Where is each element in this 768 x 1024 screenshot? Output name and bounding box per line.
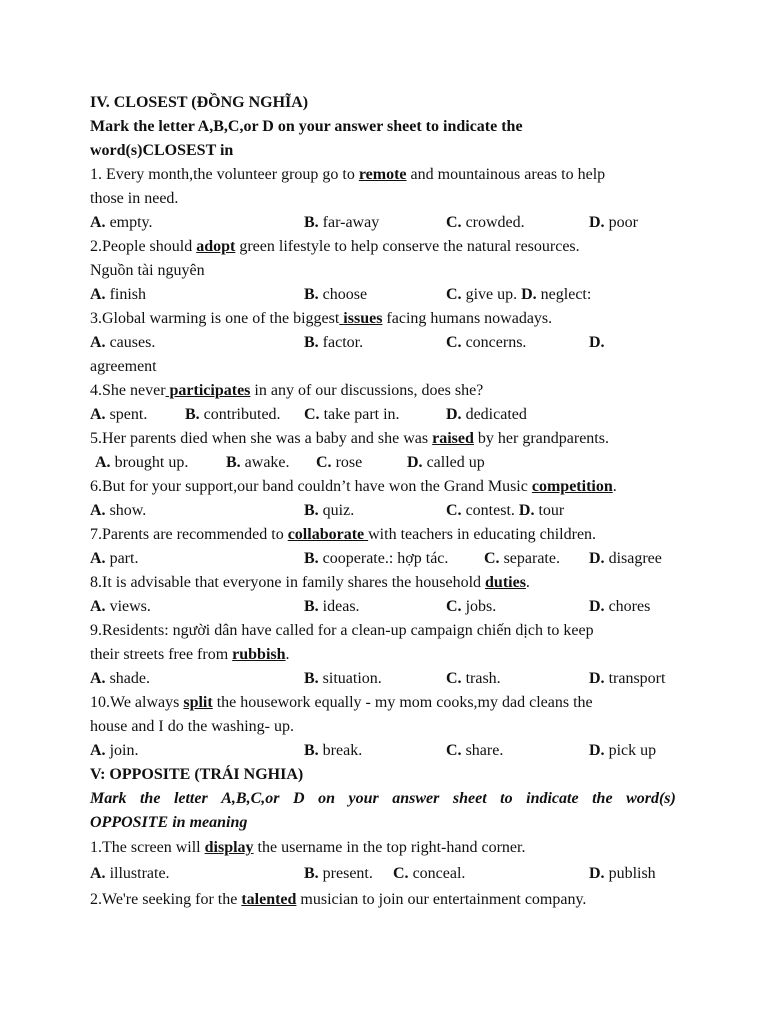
question-stem: 8.It is advisable that everyone in family shares the household duties.: [90, 574, 530, 591]
keyword: display: [204, 839, 254, 856]
option-c: C. crowded.: [446, 214, 525, 231]
option-c: C. jobs.: [446, 598, 497, 615]
option-a: A. shade.: [90, 670, 150, 687]
option-c: C. concerns.: [446, 334, 527, 351]
options-row: [90, 451, 680, 475]
option-a: A. causes.: [90, 334, 156, 351]
option-b: B. break.: [304, 742, 363, 759]
option-b: B. choose: [304, 286, 368, 303]
question-stem: 10.We always split the housework equally - my mom cooks,my dad cleans the: [90, 694, 593, 711]
question-stem: those in need.: [90, 190, 179, 207]
option-b: B. situation.: [304, 670, 382, 687]
question-stem: 3.Global warming is one of the biggest issues facing humans nowadays.: [90, 310, 553, 327]
option-d: D. disagree: [589, 550, 662, 567]
option-d: D. called up: [407, 454, 485, 471]
option-c: C. separate.: [484, 550, 560, 567]
question-stem: 2.We're seeking for the talented musician to join our entertainment company.: [90, 891, 587, 908]
question-stem: 4.She never participates in any of our discussions, does she?: [90, 382, 484, 399]
option-b: B. far-away: [304, 214, 380, 231]
option-d: D. pick up: [589, 742, 657, 759]
options-row: [90, 739, 680, 763]
option-d: D. dedicated: [446, 406, 527, 423]
option-a: A. empty.: [90, 214, 153, 231]
option-d: D. chores: [589, 598, 651, 615]
option-d-text: agreement: [90, 358, 157, 375]
keyword: duties: [485, 574, 526, 591]
section-instruction: Mark the letter A,B,C,or D on your answer sheet to indicate the word(s): [90, 790, 676, 807]
keyword: collaborate: [287, 526, 369, 543]
option-b: B. cooperate.: hợp tác.: [304, 550, 449, 567]
options-row: [90, 331, 680, 355]
keyword: issues: [339, 310, 383, 327]
option-c: C. rose: [316, 454, 363, 471]
question-stem: house and I do the washing- up.: [90, 718, 294, 735]
keyword: rubbish: [232, 646, 286, 663]
keyword: raised: [432, 430, 474, 447]
section-instruction: word(s)CLOSEST in: [90, 142, 234, 159]
question-stem: 1. Every month,the volunteer group go to remote and mountainous areas to help: [90, 166, 606, 183]
option-b: B. contributed.: [185, 406, 281, 423]
option-c: C. conceal.: [393, 865, 466, 882]
options-row: [90, 667, 680, 691]
option-b: B. factor.: [304, 334, 364, 351]
question-stem: 1.The screen will display the username in the top right-hand corner.: [90, 839, 526, 856]
option-a: A. join.: [90, 742, 139, 759]
option-c: C. trash.: [446, 670, 501, 687]
option-a: A. illustrate.: [90, 865, 170, 882]
option-b: B. ideas.: [304, 598, 360, 615]
option-d: D. transport: [589, 670, 666, 687]
section-title: IV. CLOSEST (ĐỒNG NGHĨA): [90, 94, 309, 111]
option-c: C. give up. D. neglect:: [446, 286, 592, 303]
option-a: A. finish: [90, 286, 147, 303]
keyword: split: [183, 694, 213, 711]
option-a: A. spent.: [90, 406, 148, 423]
options-row: [90, 283, 680, 307]
option-a: A. part.: [90, 550, 139, 567]
keyword: competition: [531, 478, 613, 495]
option-b: B. present.: [304, 865, 373, 882]
keyword: remote: [358, 166, 407, 183]
question-stem: 5.Her parents died when she was a baby and she was raised by her grandparents.: [90, 430, 609, 447]
question-stem: 6.But for your support,our band couldn’t have won the Grand Music competition.: [90, 478, 617, 495]
question-stem: 2.People should adopt green lifestyle to help conserve the natural resources.: [90, 238, 580, 255]
option-b: B. awake.: [226, 454, 290, 471]
section-title: V: OPPOSITE (TRÁI NGHIA): [90, 766, 304, 783]
options-row: [90, 595, 680, 619]
question-note: Nguồn tài nguyên: [90, 262, 205, 279]
option-b: B. quiz.: [304, 502, 355, 519]
section-instruction: Mark the letter A,B,C,or D on your answer sheet to indicate the: [90, 118, 523, 135]
question-stem: 7.Parents are recommended to collaborate with teachers in educating children.: [90, 526, 597, 543]
option-c: C. contest. D. tour: [446, 502, 565, 519]
option-a: A. show.: [90, 502, 147, 519]
option-c: C. share.: [446, 742, 504, 759]
worksheet-page: [90, 91, 680, 913]
options-row: [90, 211, 680, 235]
option-c: C. take part in.: [304, 406, 400, 423]
option-a: A. views.: [90, 598, 151, 615]
keyword: participates: [165, 382, 251, 399]
keyword: adopt: [196, 238, 236, 255]
option-d: D. publish: [589, 865, 656, 882]
keyword: talented: [241, 891, 297, 908]
option-d: D.: [589, 334, 605, 351]
section-instruction: OPPOSITE in meaning: [90, 814, 248, 831]
options-row: [90, 861, 680, 887]
option-a: A. brought up.: [95, 454, 189, 471]
options-row: [90, 499, 680, 523]
options-row: [90, 547, 680, 571]
option-d: D. poor: [589, 214, 638, 231]
options-row: [90, 403, 680, 427]
question-stem: their streets free from rubbish.: [90, 646, 290, 663]
question-stem: 9.Residents: người dân have called for a clean-up campaign chiến dịch to keep: [90, 622, 594, 639]
